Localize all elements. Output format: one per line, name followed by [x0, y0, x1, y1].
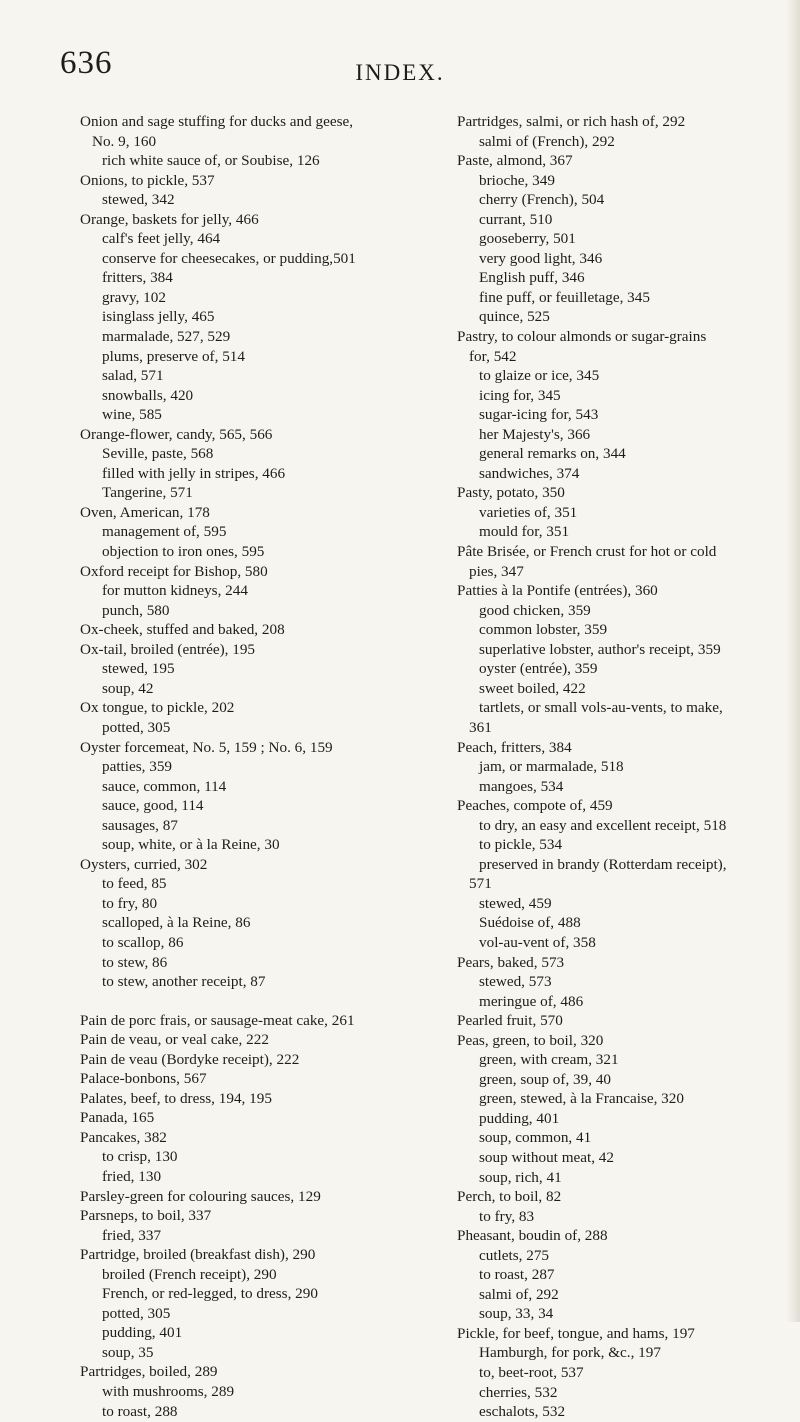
index-entry: Parsneps, to boil, 337 — [80, 1207, 212, 1225]
index-subentry: Suédoise of, 488 — [479, 914, 581, 932]
index-entry: Parsley-green for colouring sauces, 129 — [80, 1187, 321, 1205]
index-subentry: eschalots, 532 — [479, 1403, 566, 1421]
index-entry: Paste, almond, 367 — [457, 152, 573, 170]
index-subentry: her Majesty's, 366 — [479, 425, 591, 443]
index-subentry: plums, preserve of, 514 — [102, 347, 245, 365]
index-subentry: isinglass jelly, 465 — [102, 308, 215, 326]
index-subentry: 361 — [469, 718, 492, 736]
index-subentry: gravy, 102 — [102, 288, 166, 306]
index-subentry: soup, rich, 41 — [479, 1168, 562, 1186]
index-entry: Pain de veau (Bordyke receipt), 222 — [80, 1050, 300, 1068]
index-subentry: superlative lobster, author's receipt, 359 — [479, 640, 721, 658]
index-subentry: cherry (French), 504 — [479, 191, 605, 209]
page-title: INDEX. — [355, 60, 445, 85]
index-subentry: icing for, 345 — [479, 386, 561, 404]
index-subentry: salmi of (French), 292 — [479, 132, 615, 150]
index-subentry: pies, 347 — [469, 562, 524, 580]
index-subentry: broiled (French receipt), 290 — [102, 1265, 277, 1283]
index-subentry: cherries, 532 — [479, 1383, 558, 1401]
index-subentry: to, beet-root, 537 — [479, 1364, 584, 1381]
index-entry: Partridge, broiled (breakfast dish), 290 — [80, 1246, 316, 1264]
index-subentry: stewed, 195 — [102, 660, 175, 678]
index-subentry: to roast, 288 — [102, 1402, 178, 1420]
index-entry: Patties à la Pontife (entrées), 360 — [457, 582, 658, 600]
index-entry: Palace-bonbons, 567 — [80, 1070, 207, 1088]
index-subentry: to pickle, 534 — [479, 836, 563, 854]
index-subentry: Hamburgh, for pork, &c., 197 — [479, 1344, 661, 1362]
index-entry: Panada, 165 — [80, 1109, 155, 1127]
index-subentry: pudding, 401 — [479, 1109, 560, 1127]
index-subentry: snowballs, 420 — [102, 386, 194, 404]
index-subentry: green, stewed, à la Francaise, 320 — [479, 1090, 684, 1108]
index-entry: Pancakes, 382 — [80, 1128, 167, 1146]
index-subentry: sugar-icing for, 543 — [479, 406, 599, 424]
index-subentry: brioche, 349 — [479, 171, 555, 189]
index-subentry: No. 9, 160 — [92, 132, 157, 150]
index-entry: Pickle, for beef, tongue, and hams, 197 — [457, 1324, 695, 1342]
index-subentry: to stew, 86 — [102, 953, 168, 971]
index-subentry: stewed, 459 — [479, 894, 552, 912]
page-number: 636 — [60, 45, 113, 81]
index-subentry: to scallop, 86 — [102, 933, 184, 951]
index-subentry: with mushrooms, 289 — [102, 1383, 235, 1400]
index-entry: Pâte Brisée, or French crust for hot or cold — [457, 543, 717, 561]
index-subentry: soup, 33, 34 — [479, 1305, 554, 1323]
index-entry: Peaches, compote of, 459 — [457, 797, 613, 815]
index-subentry: English puff, 346 — [479, 269, 585, 287]
index-entry: Orange-flower, candy, 565, 566 — [80, 425, 273, 443]
index-subentry: to stew, another receipt, 87 — [102, 973, 266, 991]
index-entry: Oxford receipt for Bishop, 580 — [80, 562, 268, 580]
index-subentry: scalloped, à la Reine, 86 — [102, 914, 251, 932]
index-subentry: management of, 595 — [102, 523, 227, 541]
index-subentry: meringue of, 486 — [479, 992, 584, 1010]
index-subentry: calf's feet jelly, 464 — [102, 230, 221, 248]
index-subentry: to glaize or ice, 345 — [479, 367, 600, 385]
index-entry: Ox-tail, broiled (entrée), 195 — [80, 640, 256, 658]
index-subentry: filled with jelly in stripes, 466 — [102, 464, 286, 482]
index-subentry: gooseberry, 501 — [479, 230, 576, 248]
index-entry: Oven, American, 178 — [80, 503, 210, 521]
index-entry: Partridges, boiled, 289 — [80, 1363, 218, 1381]
index-subentry: common lobster, 359 — [479, 621, 608, 639]
index-subentry: fried, 130 — [102, 1167, 162, 1185]
index-entry: Onion and sage stuffing for ducks and geese, — [80, 113, 354, 130]
index-subentry: very good light, 346 — [479, 249, 603, 267]
index-subentry: preserved in brandy (Rotterdam receipt), — [479, 855, 727, 873]
index-subentry: sauce, good, 114 — [102, 797, 204, 815]
index-entry: Pheasant, boudin of, 288 — [457, 1227, 608, 1245]
index-subentry: salmi of, 292 — [479, 1285, 559, 1303]
index-subentry: green, soup of, 39, 40 — [479, 1070, 612, 1088]
index-subentry: to dry, an easy and excellent receipt, 518 — [479, 816, 727, 834]
index-subentry: to crisp, 130 — [102, 1148, 178, 1166]
index-entry: Palates, beef, to dress, 194, 195 — [80, 1089, 272, 1107]
index-subentry: conserve for cheesecakes, or pudding,501 — [102, 249, 356, 267]
index-column-left — [80, 112, 420, 1421]
index-subentry: sauce, common, 114 — [102, 777, 227, 795]
index-subentry: oyster (entrée), 359 — [479, 660, 598, 678]
index-subentry: cutlets, 275 — [479, 1246, 550, 1264]
index-subentry: French, or red-legged, to dress, 290 — [102, 1285, 318, 1303]
index-subentry: green, with cream, 321 — [479, 1051, 619, 1069]
index-subentry: to feed, 85 — [102, 875, 167, 893]
index-subentry: soup, white, or à la Reine, 30 — [102, 836, 280, 854]
index-subentry: to fry, 80 — [102, 894, 158, 912]
index-subentry: rich white sauce of, or Soubise, 126 — [102, 152, 320, 170]
index-subentry: tartlets, or small vols-au-vents, to make, — [479, 699, 723, 717]
index-subentry: quince, 525 — [479, 308, 550, 326]
index-entry: Pasty, potato, 350 — [457, 484, 565, 502]
index-entry: Perch, to boil, 82 — [457, 1188, 562, 1206]
index-entry: Ox tongue, to pickle, 202 — [80, 699, 235, 717]
index-subentry: general remarks on, 344 — [479, 445, 626, 463]
index-subentry: varieties of, 351 — [479, 503, 578, 521]
index-entry: Orange, baskets for jelly, 466 — [80, 210, 259, 228]
index-subentry: mangoes, 534 — [479, 777, 564, 795]
section-gap — [80, 992, 420, 1011]
index-entry: Pears, baked, 573 — [457, 953, 565, 971]
index-subentry: stewed, 342 — [102, 191, 175, 209]
index-subentry: objection to iron ones, 595 — [102, 543, 265, 561]
index-subentry: good chicken, 359 — [479, 601, 591, 619]
index-subentry: soup without meat, 42 — [479, 1148, 614, 1166]
index-subentry: sausages, 87 — [102, 816, 178, 834]
index-subentry: potted, 305 — [102, 718, 171, 736]
index-entry: Pain de porc frais, or sausage-meat cake, 261 — [80, 1011, 355, 1029]
index-subentry: punch, 580 — [102, 601, 170, 619]
index-subentry: mould for, 351 — [479, 523, 570, 541]
index-subentry: stewed, 573 — [479, 973, 552, 991]
index-subentry: sweet boiled, 422 — [479, 679, 586, 697]
index-subentry: 571 — [469, 875, 492, 893]
index-subentry: salad, 571 — [102, 367, 164, 385]
index-subentry: jam, or marmalade, 518 — [479, 758, 624, 776]
index-subentry: sandwiches, 374 — [479, 464, 580, 482]
index-subentry: vol-au-vent of, 358 — [479, 933, 596, 951]
index-subentry: wine, 585 — [102, 406, 162, 424]
page-edge-shadow — [786, 0, 800, 1322]
index-entry: Pain de veau, or veal cake, 222 — [80, 1031, 269, 1049]
index-subentry: Seville, paste, 568 — [102, 445, 214, 463]
index-subentry: fried, 337 — [102, 1226, 162, 1244]
index-subentry: marmalade, 527, 529 — [102, 328, 231, 346]
index-entry: Ox-cheek, stuffed and baked, 208 — [80, 621, 285, 639]
index-entry: Pastry, to colour almonds or sugar-grains — [457, 328, 707, 346]
index-entry: Partridges, salmi, or rich hash of, 292 — [457, 113, 686, 130]
index-subentry: currant, 510 — [479, 210, 553, 228]
index-subentry: to roast, 287 — [479, 1266, 555, 1284]
index-entry: Oyster forcemeat, No. 5, 159 ; No. 6, 159 — [80, 738, 333, 756]
index-entry: Pearled fruit, 570 — [457, 1012, 563, 1030]
index-entry: Peas, green, to boil, 320 — [457, 1031, 604, 1049]
index-subentry: to fry, 83 — [479, 1207, 535, 1225]
index-entry: Oysters, curried, 302 — [80, 855, 208, 873]
index-subentry: fine puff, or feuilletage, 345 — [479, 288, 650, 306]
index-entry: Onions, to pickle, 537 — [80, 171, 215, 189]
index-subentry: fritters, 384 — [102, 269, 173, 287]
index-subentry: soup, 35 — [102, 1343, 154, 1361]
index-subentry: patties, 359 — [102, 758, 173, 776]
index-subentry: for, 542 — [469, 347, 517, 365]
index-subentry: for mutton kidneys, 244 — [102, 582, 248, 600]
index-subentry: potted, 305 — [102, 1304, 171, 1322]
index-subentry: soup, 42 — [102, 679, 154, 697]
index-subentry: Tangerine, 571 — [102, 484, 193, 502]
index-column-right — [457, 112, 797, 1422]
index-entry: Peach, fritters, 384 — [457, 738, 572, 756]
index-subentry: soup, common, 41 — [479, 1129, 592, 1147]
index-subentry: pudding, 401 — [102, 1324, 183, 1342]
